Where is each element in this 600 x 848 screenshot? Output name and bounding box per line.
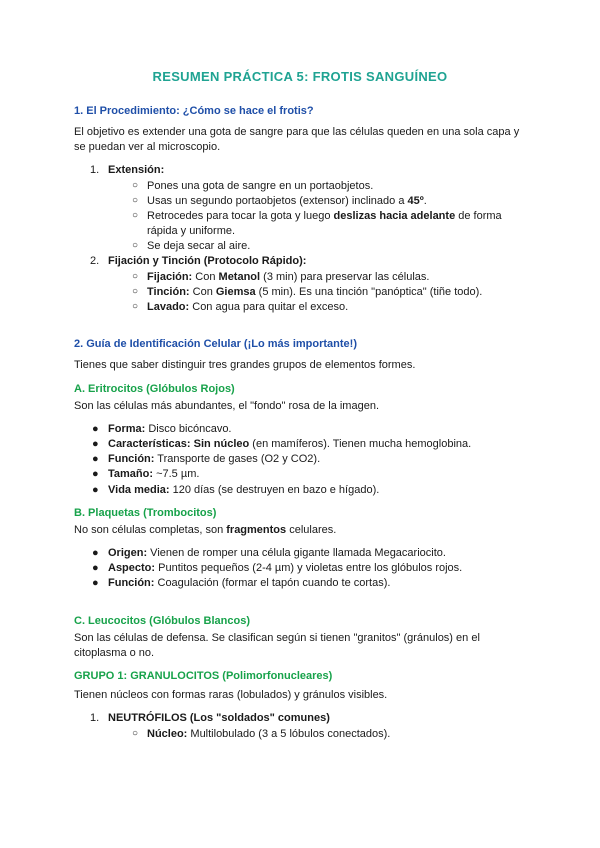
list-item: ○ Fijación: Con Metanol (3 min) para preservar las células. [132, 270, 430, 283]
list-item: ● Función: Coagulación (formar el tapón cuando te cortas). [92, 576, 526, 591]
step-fixation-staining [74, 254, 526, 315]
step-extension [74, 163, 526, 254]
list-item: ○ Lavado: Con agua para quitar el exceso. [132, 301, 349, 313]
step-title: Fijación y Tinción (Protocolo Rápido): [108, 255, 307, 268]
erythrocytes-heading: A. Eritrocitos (Glóbulos Rojos) [74, 382, 235, 395]
list-item: ● Vida media: 120 días (se destruyen en bazo e hígado). [92, 483, 526, 498]
hollow-circle-icon: ○ [132, 194, 139, 206]
step-number: 2. [90, 255, 100, 268]
list-item: ○ Usas un segundo portaobjetos (extensor) inclinado a 45º. [132, 194, 427, 207]
granulocytes-intro: Tienen núcleos con formas raras (lobulados) y gránulos visibles. [74, 689, 388, 702]
neutrophils-bullets [132, 727, 526, 742]
platelets-list [92, 546, 526, 592]
list-item: ○ Se deja secar al aire. [132, 240, 251, 253]
hollow-circle-icon: ○ [132, 240, 139, 252]
section-1-heading: 1. El Procedimiento: ¿Cómo se hace el frotis? [74, 104, 314, 117]
bullet-dot-icon: ● [92, 438, 99, 451]
procedure-steps [74, 163, 526, 315]
list-item: ● Función: Transporte de gases (O2 y CO2). [92, 452, 526, 467]
step-title: Extensión: [108, 164, 165, 177]
granulocyte-types [74, 711, 526, 741]
section-2-intro: Tienes que saber distinguir tres grandes grupos de elementos formes. [74, 359, 416, 372]
list-item: ● Características: Sin núcleo (en mamíferos). Tienen mucha hemoglobina. [92, 437, 526, 452]
hollow-circle-icon: ○ [132, 270, 139, 282]
list-item: ○ Pones una gota de sangre en un portaobjetos. [132, 179, 374, 192]
list-item: ● Aspecto: Puntitos pequeños (2-4 µm) y violetas entre los glóbulos rojos. [92, 561, 526, 576]
neutrophils-title: NEUTRÓFILOS (Los "soldados" comunes) [108, 712, 330, 725]
bullet-dot-icon: ● [92, 577, 99, 590]
erythrocytes-list [92, 422, 526, 498]
erythrocytes-intro: Son las células más abundantes, el "fondo" rosa de la imagen. [74, 399, 379, 412]
step-number: 1. [90, 164, 100, 177]
step-number: 1. [90, 712, 100, 725]
hollow-circle-icon: ○ [132, 727, 139, 739]
step-fixation-bullets [132, 270, 526, 316]
list-item: ○ Núcleo: Multilobulado (3 a 5 lóbulos conectados). [132, 727, 391, 740]
leukocytes-intro: Son las células de defensa. Se clasifican según si tienen "granitos" (gránulos) en el citoplasma o no. [74, 631, 480, 659]
document-title: RESUMEN PRÁCTICA 5: FROTIS SANGUÍNEO [152, 69, 448, 84]
hollow-circle-icon: ○ [132, 285, 139, 297]
step-extension-bullets [132, 179, 526, 255]
list-item: ● Origen: Vienen de romper una célula gigante llamada Megacariocito. [92, 546, 526, 561]
hollow-circle-icon: ○ [132, 301, 139, 312]
granulocytes-heading: GRUPO 1: GRANULOCITOS (Polimorfonucleares) [74, 670, 333, 683]
section-1-intro: El objetivo es extender una gota de sangre para que las células queden en una sola capa y se puedan ver al microscopio. [74, 126, 520, 154]
hollow-circle-icon: ○ [132, 209, 139, 221]
bullet-dot-icon: ● [92, 422, 99, 435]
leukocytes-heading: C. Leucocitos (Glóbulos Blancos) [74, 614, 251, 627]
bullet-dot-icon: ● [92, 547, 99, 560]
section-2-heading: 2. Guía de Identificación Celular (¡Lo más importante!) [74, 338, 357, 351]
list-item: ○ Retrocedes para tocar la gota y luego deslizas hacia adelante de forma rápida y uniforme. [132, 209, 502, 238]
list-item: ● Forma: Disco bicóncavo. [92, 422, 526, 437]
neutrophils-item [74, 711, 526, 741]
bullet-dot-icon: ● [92, 562, 99, 575]
list-item: ○ Tinción: Con Giemsa (5 min). Es una tinción "panóptica" (tiñe todo). [132, 285, 483, 298]
bullet-dot-icon: ● [92, 483, 99, 496]
bullet-dot-icon: ● [92, 453, 99, 466]
list-item: ● Tamaño: ~7.5 µm. [92, 467, 526, 482]
platelets-intro: No son células completas, son fragmentos celulares. [74, 523, 337, 536]
platelets-heading: B. Plaquetas (Trombocitos) [74, 506, 217, 519]
bullet-dot-icon: ● [92, 468, 99, 481]
hollow-circle-icon: ○ [132, 179, 139, 191]
